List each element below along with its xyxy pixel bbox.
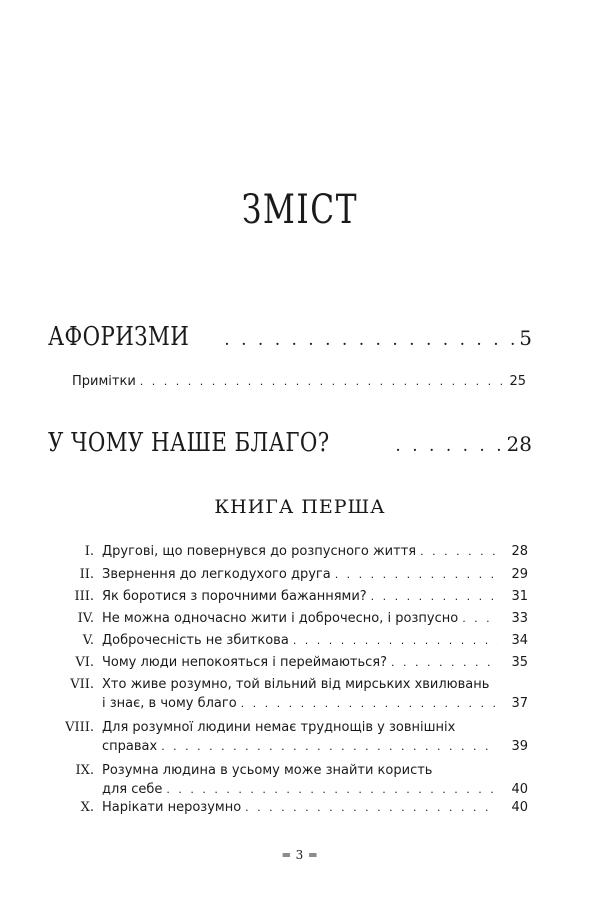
chapter-number: IX.: [75, 763, 94, 778]
toc-entry-page: 25: [509, 374, 526, 389]
dot-leader: [241, 694, 498, 713]
chapter-number: VII.: [70, 677, 94, 692]
toc-entry-title: АФОРИЗМИ: [48, 322, 190, 352]
chapter-number: II.: [79, 567, 94, 582]
chapter-number: VI.: [75, 655, 94, 670]
chapter-title-line: Другові, що повернувся до розпусного життя: [102, 544, 417, 559]
dot-leader: [462, 609, 498, 628]
chapter-title-line: Не можна одночасно жити і доброчесно, і розпусно: [102, 611, 459, 626]
chapter-title-line: для себе: [102, 782, 163, 797]
chapter-number: IV.: [77, 611, 94, 626]
chapter-page: 40: [511, 782, 528, 797]
chapter-number: X.: [80, 800, 94, 815]
chapter-number: VIII.: [65, 720, 94, 735]
toc-entry-page: 28: [506, 432, 532, 456]
chapter-page: 40: [511, 800, 528, 815]
toc-entry-page: 5: [519, 326, 532, 350]
chapter-title-line: Доброчесність не збиткова: [102, 633, 289, 648]
toc-entry-our-good[interactable]: [48, 428, 532, 458]
dot-leader: [371, 587, 498, 606]
chapter-title-line: справах: [102, 739, 158, 754]
chapter-title-line: і знає, в чому благо: [102, 696, 237, 711]
chapter-title-line: Чому люди непокояться і переймаються?: [102, 655, 387, 670]
chapter-page: 28: [511, 544, 528, 559]
chapter-page: 35: [511, 655, 528, 670]
page-footer: [0, 848, 600, 862]
chapter-title-line: Нарікати нерозумно: [102, 800, 242, 815]
chapter-page: 37: [511, 696, 528, 711]
dot-leader: [391, 653, 498, 672]
dot-leader: [166, 780, 498, 799]
chapter-title-line: Звернення до легкодухого друга: [102, 567, 331, 582]
dot-leader: [420, 542, 498, 561]
dot-leader: [161, 737, 498, 756]
dot-leader: [140, 375, 506, 388]
chapter-title-line: Для розумної людини немає труднощів у зовнішніх: [102, 720, 456, 735]
chapter-number: III.: [74, 589, 94, 604]
dot-leader: [395, 436, 502, 456]
dot-leader: [293, 631, 498, 650]
ornament-right: ═: [309, 848, 318, 862]
chapter-page: 34: [511, 633, 528, 648]
dot-leader: [245, 798, 498, 817]
toc-entry-notes[interactable]: [72, 374, 526, 389]
page-title: ЗМІСТ: [241, 187, 359, 233]
toc-entry-title: Примітки: [72, 374, 136, 389]
section-heading: КНИГА ПЕРША: [214, 496, 386, 518]
chapter-page: 33: [511, 611, 528, 626]
chapter-page: 31: [511, 589, 528, 604]
dot-leader: [224, 330, 515, 350]
toc-entry-title: У ЧОМУ НАШЕ БЛАГО?: [48, 428, 330, 458]
chapter-page: 29: [511, 567, 528, 582]
chapter-title-line: Хто живе розумно, той вільний від мирських хвилювань: [102, 677, 490, 692]
dot-leader: [335, 565, 498, 584]
chapter-title-line: Розумна людина в усьому може знайти користь: [102, 763, 433, 778]
page-number: 3: [295, 848, 305, 862]
chapter-number: V.: [82, 633, 94, 648]
chapter-page: 39: [511, 739, 528, 754]
chapter-title-line: Як боротися з порочними бажаннями?: [102, 589, 367, 604]
ornament-left: ═: [282, 848, 291, 862]
chapter-number: I.: [84, 544, 94, 559]
toc-entry-aphorisms[interactable]: [48, 322, 532, 352]
